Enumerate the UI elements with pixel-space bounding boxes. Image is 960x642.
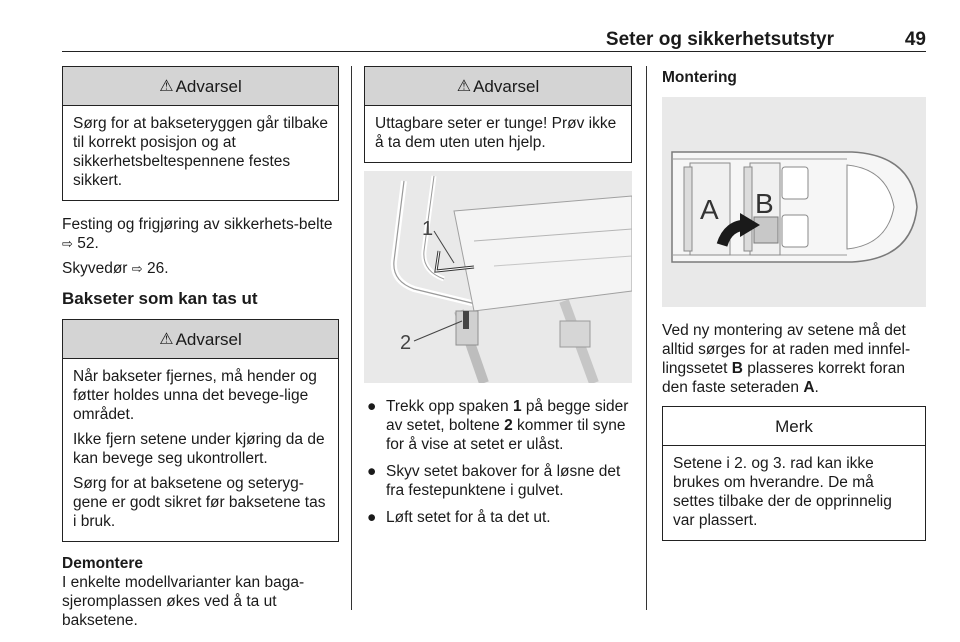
list-item <box>364 462 632 500</box>
warning-header <box>365 67 631 106</box>
list-item <box>364 508 632 527</box>
paragraph-text: plasseres korrekt foran den faste seteraden <box>662 360 905 396</box>
paragraph-montering <box>662 321 926 397</box>
bullet-text: på begge sider av setet, boltene <box>386 398 629 434</box>
bullet-icon: ● <box>367 463 377 480</box>
paragraph-text: Skyvedør <box>62 260 128 277</box>
subheading: Demontere <box>62 555 143 572</box>
paragraph-text: Festing og frigjøring av sikkerhets-belte <box>62 216 333 233</box>
paragraph-text: Ved ny montering av setene må det alltid sørges for at raden med innfel-lingssetet <box>662 322 911 377</box>
bullet-icon: ● <box>367 398 377 415</box>
page-ref-icon: ⇨ <box>131 261 143 276</box>
warning-icon: ⚠ <box>159 330 174 348</box>
paragraph-text: I enkelte modellvarianter kan baga-sjeromplassen økes ved å ta ut baksetene. <box>62 574 305 629</box>
bullet-text: kommer til syne for å vise at setet er ulåst. <box>386 417 626 453</box>
warning-text: Ikke fjern setene under kjøring da de kan bevege seg ukontrollert. <box>73 431 325 467</box>
column-2 <box>364 66 632 527</box>
demontere-section <box>62 554 339 630</box>
paragraph-text: . <box>814 379 819 396</box>
note-body <box>663 446 925 540</box>
seat-layout-figure <box>662 97 926 307</box>
note-box <box>662 406 926 541</box>
warning-box-1 <box>62 66 339 201</box>
figure-label-1: 1 <box>422 218 434 240</box>
bullet-text: Trekk opp spaken <box>386 398 513 415</box>
paragraph-seatbelt <box>62 215 339 253</box>
figure-label-b: B <box>755 188 774 219</box>
warning-text: Når bakseter fjernes, må hender og føtter holdes unna det bevege-lige området. <box>73 368 317 423</box>
warning-text: Sørg for at bakseteryggen går tilbake til korrekt posisjon og at sikkerhetsbeltespennene festes sikkert. <box>73 115 329 189</box>
section-title: Seter og sikkerhetsutstyr <box>605 29 834 50</box>
figure-label-2: 2 <box>400 332 412 354</box>
warning-icon: ⚠ <box>159 77 174 95</box>
note-text: Setene i 2. og 3. rad kan ikke brukes om hverandre. De må settes tilbake der de opprinnelig var plassert. <box>673 455 892 529</box>
warning-body <box>365 106 631 162</box>
column-1 <box>62 66 339 630</box>
page-ref[interactable]: 26. <box>147 260 169 277</box>
paragraph-ref: B <box>731 360 743 377</box>
bullet-ref: 2 <box>504 417 513 434</box>
warning-title: Advarsel <box>175 76 242 96</box>
seat-lever-figure <box>364 171 632 383</box>
subheading: Montering <box>662 69 737 86</box>
warning-body <box>63 359 338 541</box>
warning-text: Uttagbare seter er tunge! Prøv ikke å ta dem uten uten hjelp. <box>375 115 617 151</box>
bullet-text: Skyv setet bakover for å løsne det fra festepunktene i gulvet. <box>386 463 621 499</box>
page-ref-icon: ⇨ <box>62 236 73 251</box>
warning-header <box>63 320 338 359</box>
column-3 <box>662 66 926 541</box>
bullet-text: Løft setet for å ta det ut. <box>386 509 551 526</box>
warning-box-2 <box>62 319 339 542</box>
paragraph-ref: A <box>803 379 815 396</box>
page-ref[interactable]: 52. <box>77 235 99 252</box>
paragraph-sliding-door <box>62 259 339 278</box>
warning-header <box>63 67 338 106</box>
warning-icon: ⚠ <box>456 77 472 95</box>
column-divider-2 <box>646 66 647 610</box>
page-number: 49 <box>904 29 926 50</box>
warning-box-3 <box>364 66 632 163</box>
list-item <box>364 397 632 454</box>
column-divider-1 <box>351 66 352 610</box>
section-heading: Bakseter som kan tas ut <box>62 289 258 308</box>
warning-text: Sørg for at baksetene og seteryg-gene er godt sikret før baksetene tas i bruk. <box>73 475 326 530</box>
warning-title: Advarsel <box>175 329 242 349</box>
warning-body <box>63 106 338 200</box>
warning-title: Advarsel <box>473 76 540 96</box>
page-header <box>62 22 926 52</box>
bullet-icon: ● <box>367 509 377 526</box>
bullet-list <box>364 397 632 527</box>
bullet-ref: 1 <box>512 398 522 415</box>
note-header: Merk <box>663 407 925 446</box>
figure-label-a: A <box>700 194 719 225</box>
